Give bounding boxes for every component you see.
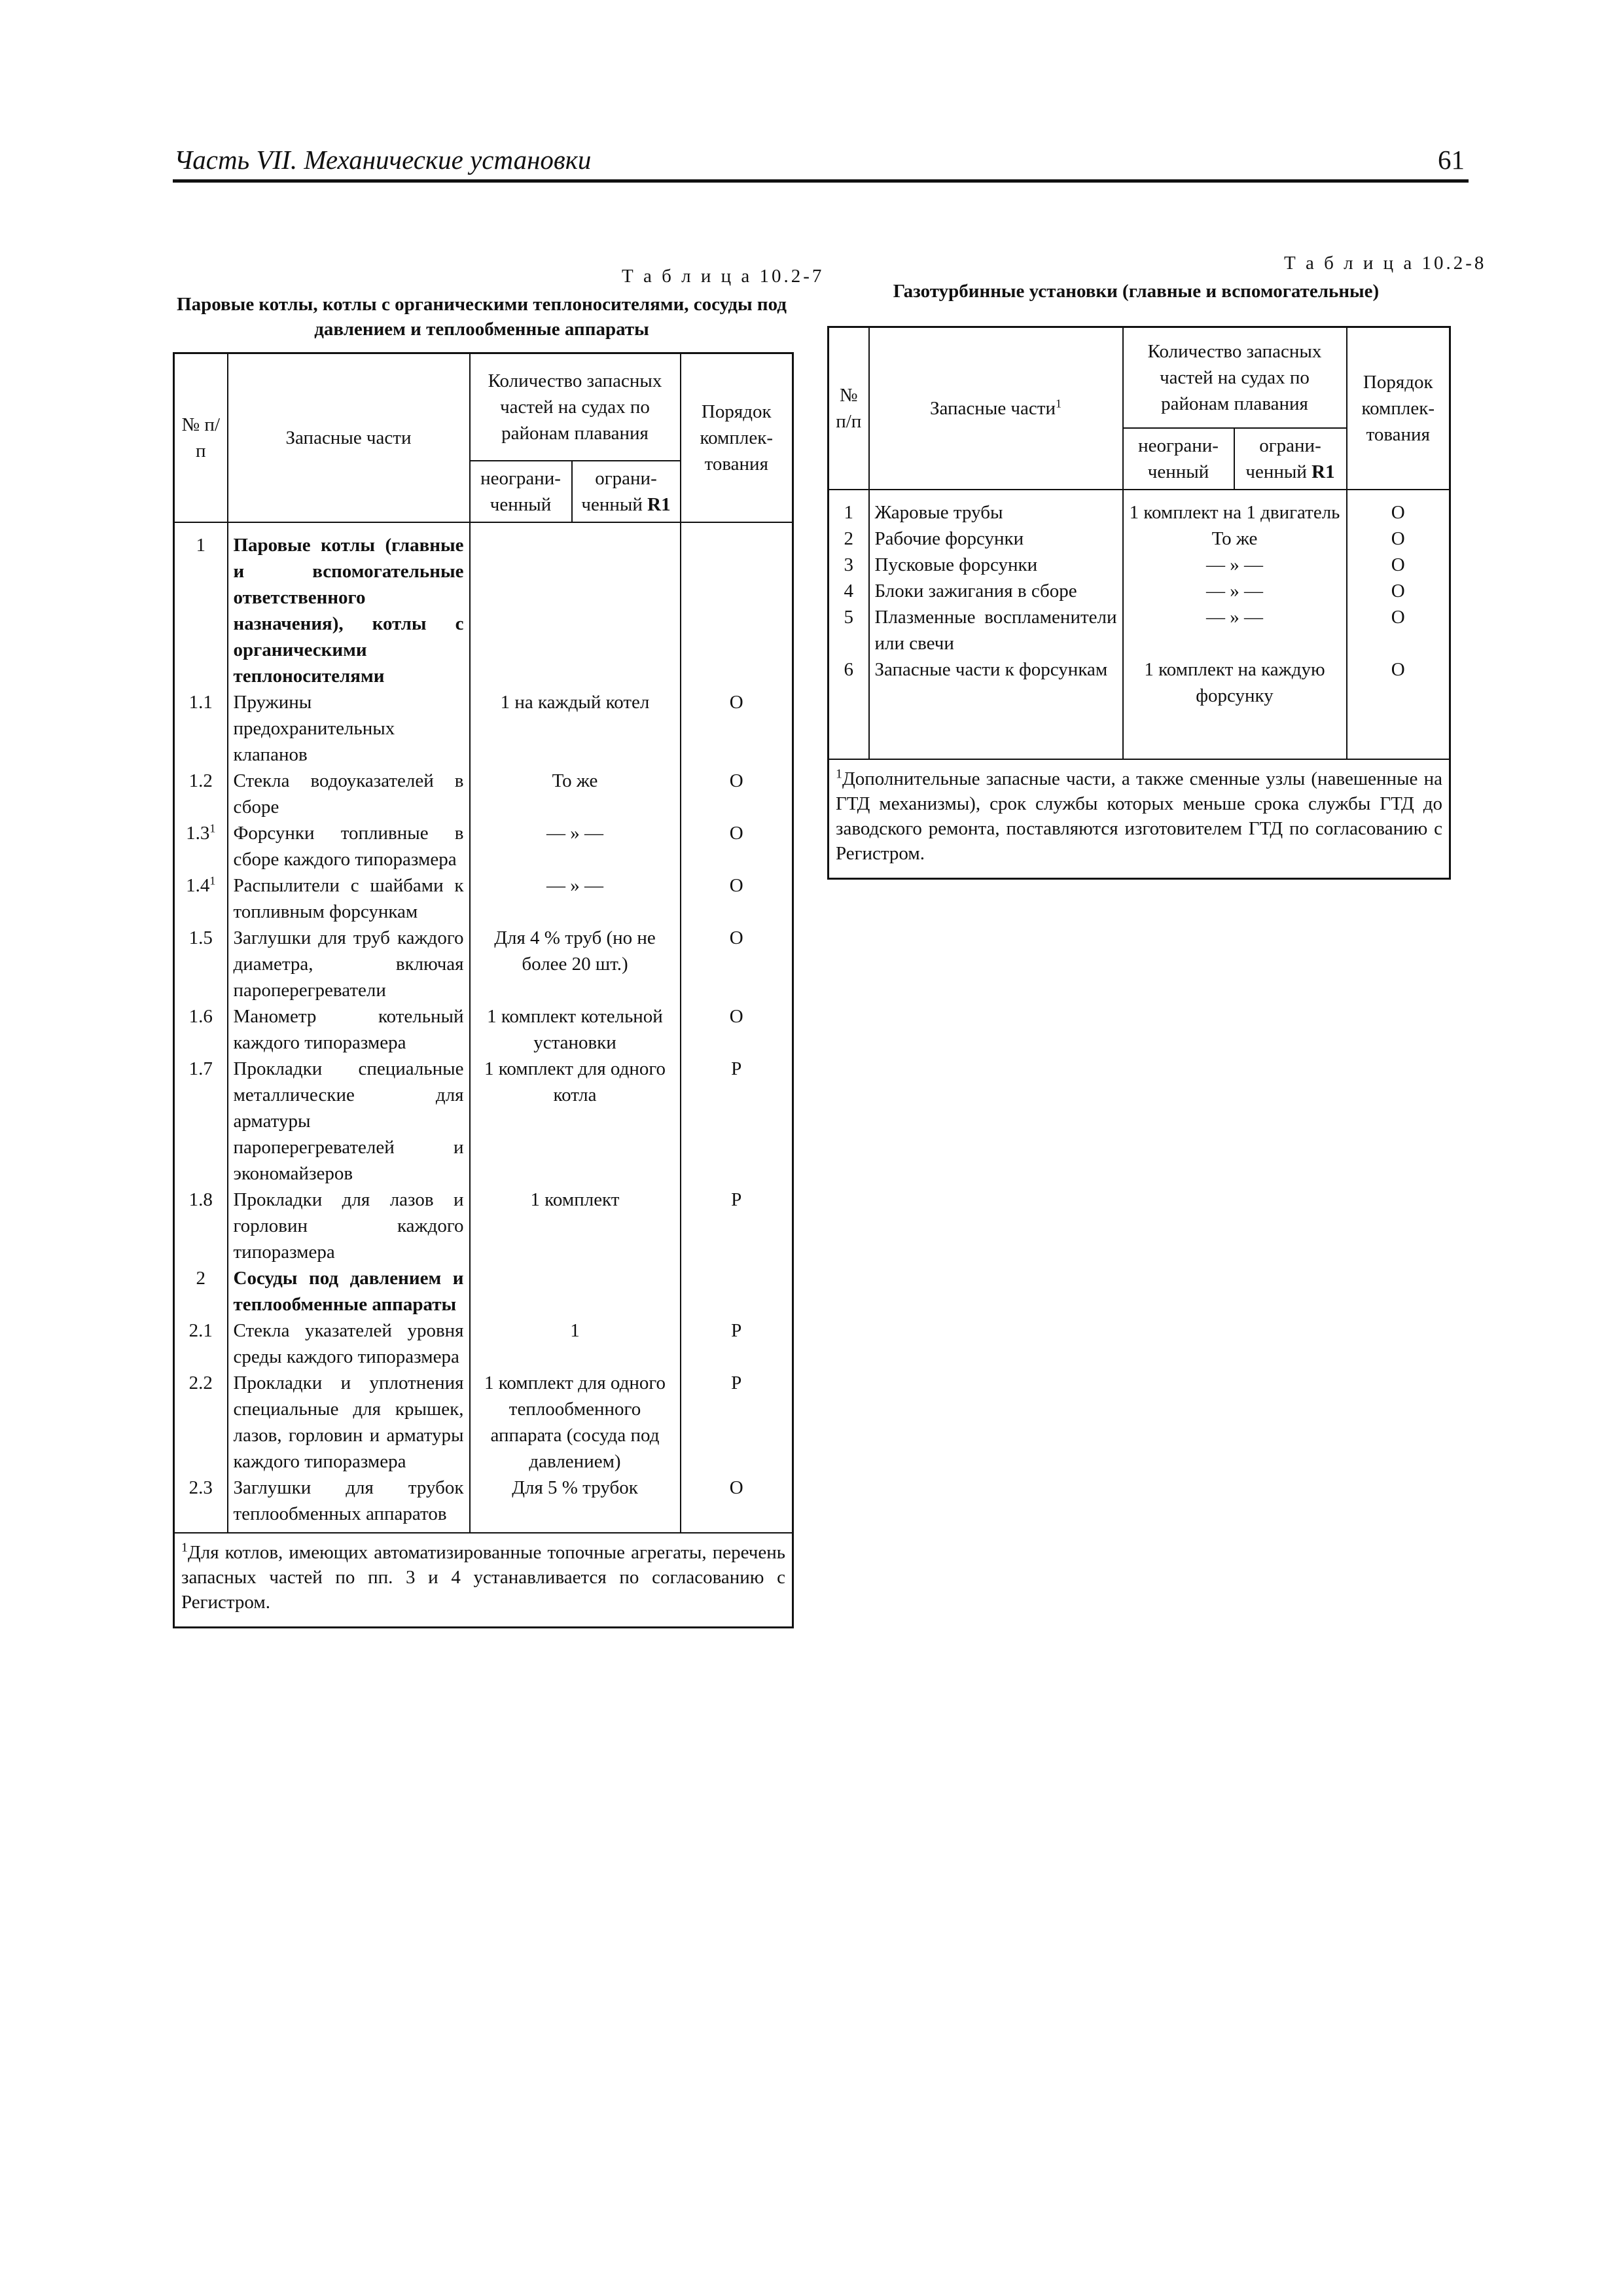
row-quantity: 1 комплект на 1 двигатель (1123, 490, 1347, 526)
row-order: О (1347, 552, 1450, 578)
row-quantity (470, 1265, 681, 1318)
row-part-name: Рабочие форсунки (869, 526, 1123, 552)
row-quantity: — » — (1123, 578, 1347, 604)
row-part-name: Плазменные воспламенители или свечи (869, 604, 1123, 656)
row-number-text: 1 (196, 535, 205, 556)
row-number (829, 552, 869, 578)
table1-header-restricted-text: ограни-ченный (581, 468, 657, 515)
row-number (174, 872, 228, 925)
row-order: О (681, 768, 793, 820)
row-number-text: 2.1 (188, 1320, 213, 1341)
row-number (174, 925, 228, 1003)
row-quantity: — » — (1123, 604, 1347, 656)
table1-header-num: № п/п (174, 353, 228, 523)
row-order: О (681, 689, 793, 768)
table2-header-unrestricted: неограни-ченный (1123, 428, 1234, 490)
header-title: Часть VII. Механические установки (174, 145, 592, 175)
row-number-text: 2 (844, 528, 853, 549)
row-order: О (681, 1475, 793, 1533)
row-number-text: 3 (844, 554, 853, 575)
row-part-name: Распылители с шайбами к топливным форсункам (228, 872, 470, 925)
row-number (174, 1475, 228, 1533)
row-part-name: Запасные части к форсункам (869, 656, 1123, 714)
table2-title: Газотурбинные установки (главные и вспомогательные) (893, 281, 1380, 302)
table2-header-parts (869, 327, 1123, 490)
row-part-name: Прокладки для лазов и горловин каждого типоразмера (228, 1187, 470, 1265)
row-part-name: Заглушки для труб каждого диаметра, включая пароперегреватели (228, 925, 470, 1003)
row-quantity: То же (1123, 526, 1347, 552)
row-order: О (681, 925, 793, 1003)
row-order (681, 1265, 793, 1318)
row-number-text: 1.7 (188, 1058, 213, 1079)
row-number-text: 1.8 (188, 1189, 213, 1210)
row-number (174, 522, 228, 689)
row-quantity: — » — (470, 872, 681, 925)
row-number (829, 656, 869, 714)
row-part-name: Прокладки специальные металлические для арматуры пароперегревателей и экономайзеров (228, 1056, 470, 1187)
row-part-name: Жаровые трубы (869, 490, 1123, 526)
table2-header-parts-text: Запасные части (930, 398, 1056, 419)
row-quantity: 1 комплект для одного теплообменного аппарата (сосуда под давлением) (470, 1370, 681, 1475)
table1-header-restricted-mark: R1 (647, 494, 671, 515)
row-number (829, 578, 869, 604)
spacer-cell (829, 714, 869, 759)
row-part-name: Стекла указателей уровня среды каждого типоразмера (228, 1318, 470, 1370)
row-quantity: 1 комплект на каждую форсунку (1123, 656, 1347, 714)
table-row (174, 820, 793, 872)
row-quantity: 1 комплект котельной установки (470, 1003, 681, 1056)
row-part-name: Форсунки топливные в сборе каждого типоразмера (228, 820, 470, 872)
table-row (174, 1318, 793, 1370)
spacer-cell (1123, 714, 1347, 759)
row-part-name: Сосуды под давлением и теплообменные аппараты (228, 1265, 470, 1318)
page-header (173, 143, 1469, 183)
row-number (174, 1370, 228, 1475)
table2-footnote-text: Дополнительные запасные части, а также сменные узлы (навешенные на ГТД механизмы), срок службы которых меньше срока службы ГТД до заводского ремонта, поставляются изготовителем ГТД по согласованию с Регистром. (836, 768, 1442, 864)
row-number (174, 1318, 228, 1370)
table-row (829, 656, 1450, 714)
row-part-name: Пусковые форсунки (869, 552, 1123, 578)
row-number (829, 604, 869, 656)
row-quantity: То же (470, 768, 681, 820)
row-quantity: Для 4 % труб (но не более 20 шт.) (470, 925, 681, 1003)
table-row (174, 768, 793, 820)
row-number-footnote-mark: 1 (209, 874, 216, 888)
row-number (174, 1187, 228, 1265)
table1-header-unrestricted: неограни-ченный (470, 461, 572, 522)
row-number (174, 1056, 228, 1187)
row-order: О (1347, 526, 1450, 552)
table2-header-restricted-mark: R1 (1311, 461, 1335, 482)
table-row (174, 689, 793, 768)
row-order: О (1347, 656, 1450, 714)
row-order: Р (681, 1056, 793, 1187)
row-number-text: 1.5 (188, 927, 213, 948)
table2-header-order: Порядок комплек-тования (1347, 327, 1450, 490)
row-number-text: 2.2 (188, 1372, 213, 1393)
row-part-name: Пружины предохранительных клапанов (228, 689, 470, 768)
row-number-text: 2.3 (188, 1477, 213, 1498)
row-number (829, 490, 869, 526)
table1-title: Паровые котлы, котлы с органическими теплоносителями, сосуды под давлением и теплообменные аппараты (177, 294, 787, 340)
row-number (829, 526, 869, 552)
table1-footnote-mark: 1 (181, 1540, 188, 1555)
row-number (174, 1003, 228, 1056)
row-order: Р (681, 1187, 793, 1265)
table1-footnote (174, 1533, 793, 1628)
table-row (174, 1056, 793, 1187)
row-number-text: 1.3 (186, 823, 210, 844)
table1 (173, 352, 794, 1628)
table2-footnote (829, 759, 1450, 879)
row-number (174, 689, 228, 768)
row-part-name: Манометр котельный каждого типоразмера (228, 1003, 470, 1056)
table1-header-restricted (572, 461, 681, 522)
row-order: О (1347, 604, 1450, 656)
row-order: Р (681, 1318, 793, 1370)
row-number-text: 1.4 (186, 875, 210, 896)
row-order: О (681, 820, 793, 872)
row-part-name: Блоки зажигания в сборе (869, 578, 1123, 604)
row-quantity: 1 на каждый котел (470, 689, 681, 768)
row-number (174, 820, 228, 872)
row-part-name: Стекла водоуказателей в сборе (228, 768, 470, 820)
table1-footnote-text: Для котлов, имеющих автоматизированные топочные агрегаты, перечень запасных частей по пп. 3 и 4 устанавливается по согласованию с Регистром. (181, 1542, 785, 1613)
spacer-cell (1347, 714, 1450, 759)
row-number-text: 4 (844, 581, 853, 601)
table-row (174, 1003, 793, 1056)
table2-header-num: № п/п (829, 327, 869, 490)
table-row (829, 490, 1450, 526)
row-quantity: 1 комплект для одного котла (470, 1056, 681, 1187)
table-row (174, 522, 793, 689)
table2-header-restricted (1234, 428, 1347, 490)
table1-header-quantity: Количество запасных частей на судах по районам плавания (470, 353, 681, 461)
row-number-text: 1.2 (188, 770, 213, 791)
row-number (174, 1265, 228, 1318)
row-number-footnote-mark: 1 (209, 821, 216, 835)
row-number-text: 6 (844, 659, 853, 680)
row-quantity: 1 (470, 1318, 681, 1370)
table-row (174, 925, 793, 1003)
table-row (174, 1475, 793, 1533)
row-number-text: 1.6 (188, 1006, 213, 1027)
table-row (829, 578, 1450, 604)
row-number-text: 2 (196, 1268, 205, 1289)
row-order (681, 522, 793, 689)
table1-header-order: Порядок комплек-тования (681, 353, 793, 523)
table1-body (174, 522, 793, 1533)
table1-header-parts: Запасные части (228, 353, 470, 523)
table1-label: Т а б л и ц а 10.2-7 (622, 266, 825, 287)
table2-header-quantity: Количество запасных частей на судах по районам плавания (1123, 327, 1347, 429)
table-row (829, 604, 1450, 656)
row-part-name: Прокладки и уплотнения специальные для крышек, лазов, горловин и арматуры каждого типоразмера (228, 1370, 470, 1475)
row-part-name: Заглушки для трубок теплообменных аппаратов (228, 1475, 470, 1533)
table-row (174, 1370, 793, 1475)
table-row (174, 1187, 793, 1265)
row-quantity: — » — (470, 820, 681, 872)
row-quantity: 1 комплект (470, 1187, 681, 1265)
row-number (174, 768, 228, 820)
table2-header-restricted-text: ограни-ченный (1245, 435, 1321, 482)
row-quantity: — » — (1123, 552, 1347, 578)
row-quantity: Для 5 % трубок (470, 1475, 681, 1533)
row-order: О (1347, 490, 1450, 526)
row-number-text: 5 (844, 607, 853, 628)
table-spacer-row (829, 714, 1450, 759)
row-order: Р (681, 1370, 793, 1475)
table2 (827, 326, 1451, 880)
row-order: О (681, 1003, 793, 1056)
row-part-name: Паровые котлы (главные и вспомогательные ответственного назначения), котлы с органическими теплоносителями (228, 522, 470, 689)
spacer-cell (869, 714, 1123, 759)
table-row (174, 1265, 793, 1318)
table-row (829, 526, 1450, 552)
row-number-text: 1 (844, 502, 853, 523)
table-row (174, 872, 793, 925)
table2-label: Т а б л и ц а 10.2-8 (1284, 253, 1487, 274)
table2-header-parts-sup: 1 (1055, 397, 1061, 410)
row-order: О (681, 872, 793, 925)
table-row (829, 552, 1450, 578)
row-quantity (470, 522, 681, 689)
row-order: О (1347, 578, 1450, 604)
page-number: 61 (1438, 145, 1465, 175)
row-number-text: 1.1 (188, 692, 213, 713)
table2-body (829, 490, 1450, 759)
table2-footnote-mark: 1 (836, 766, 842, 781)
